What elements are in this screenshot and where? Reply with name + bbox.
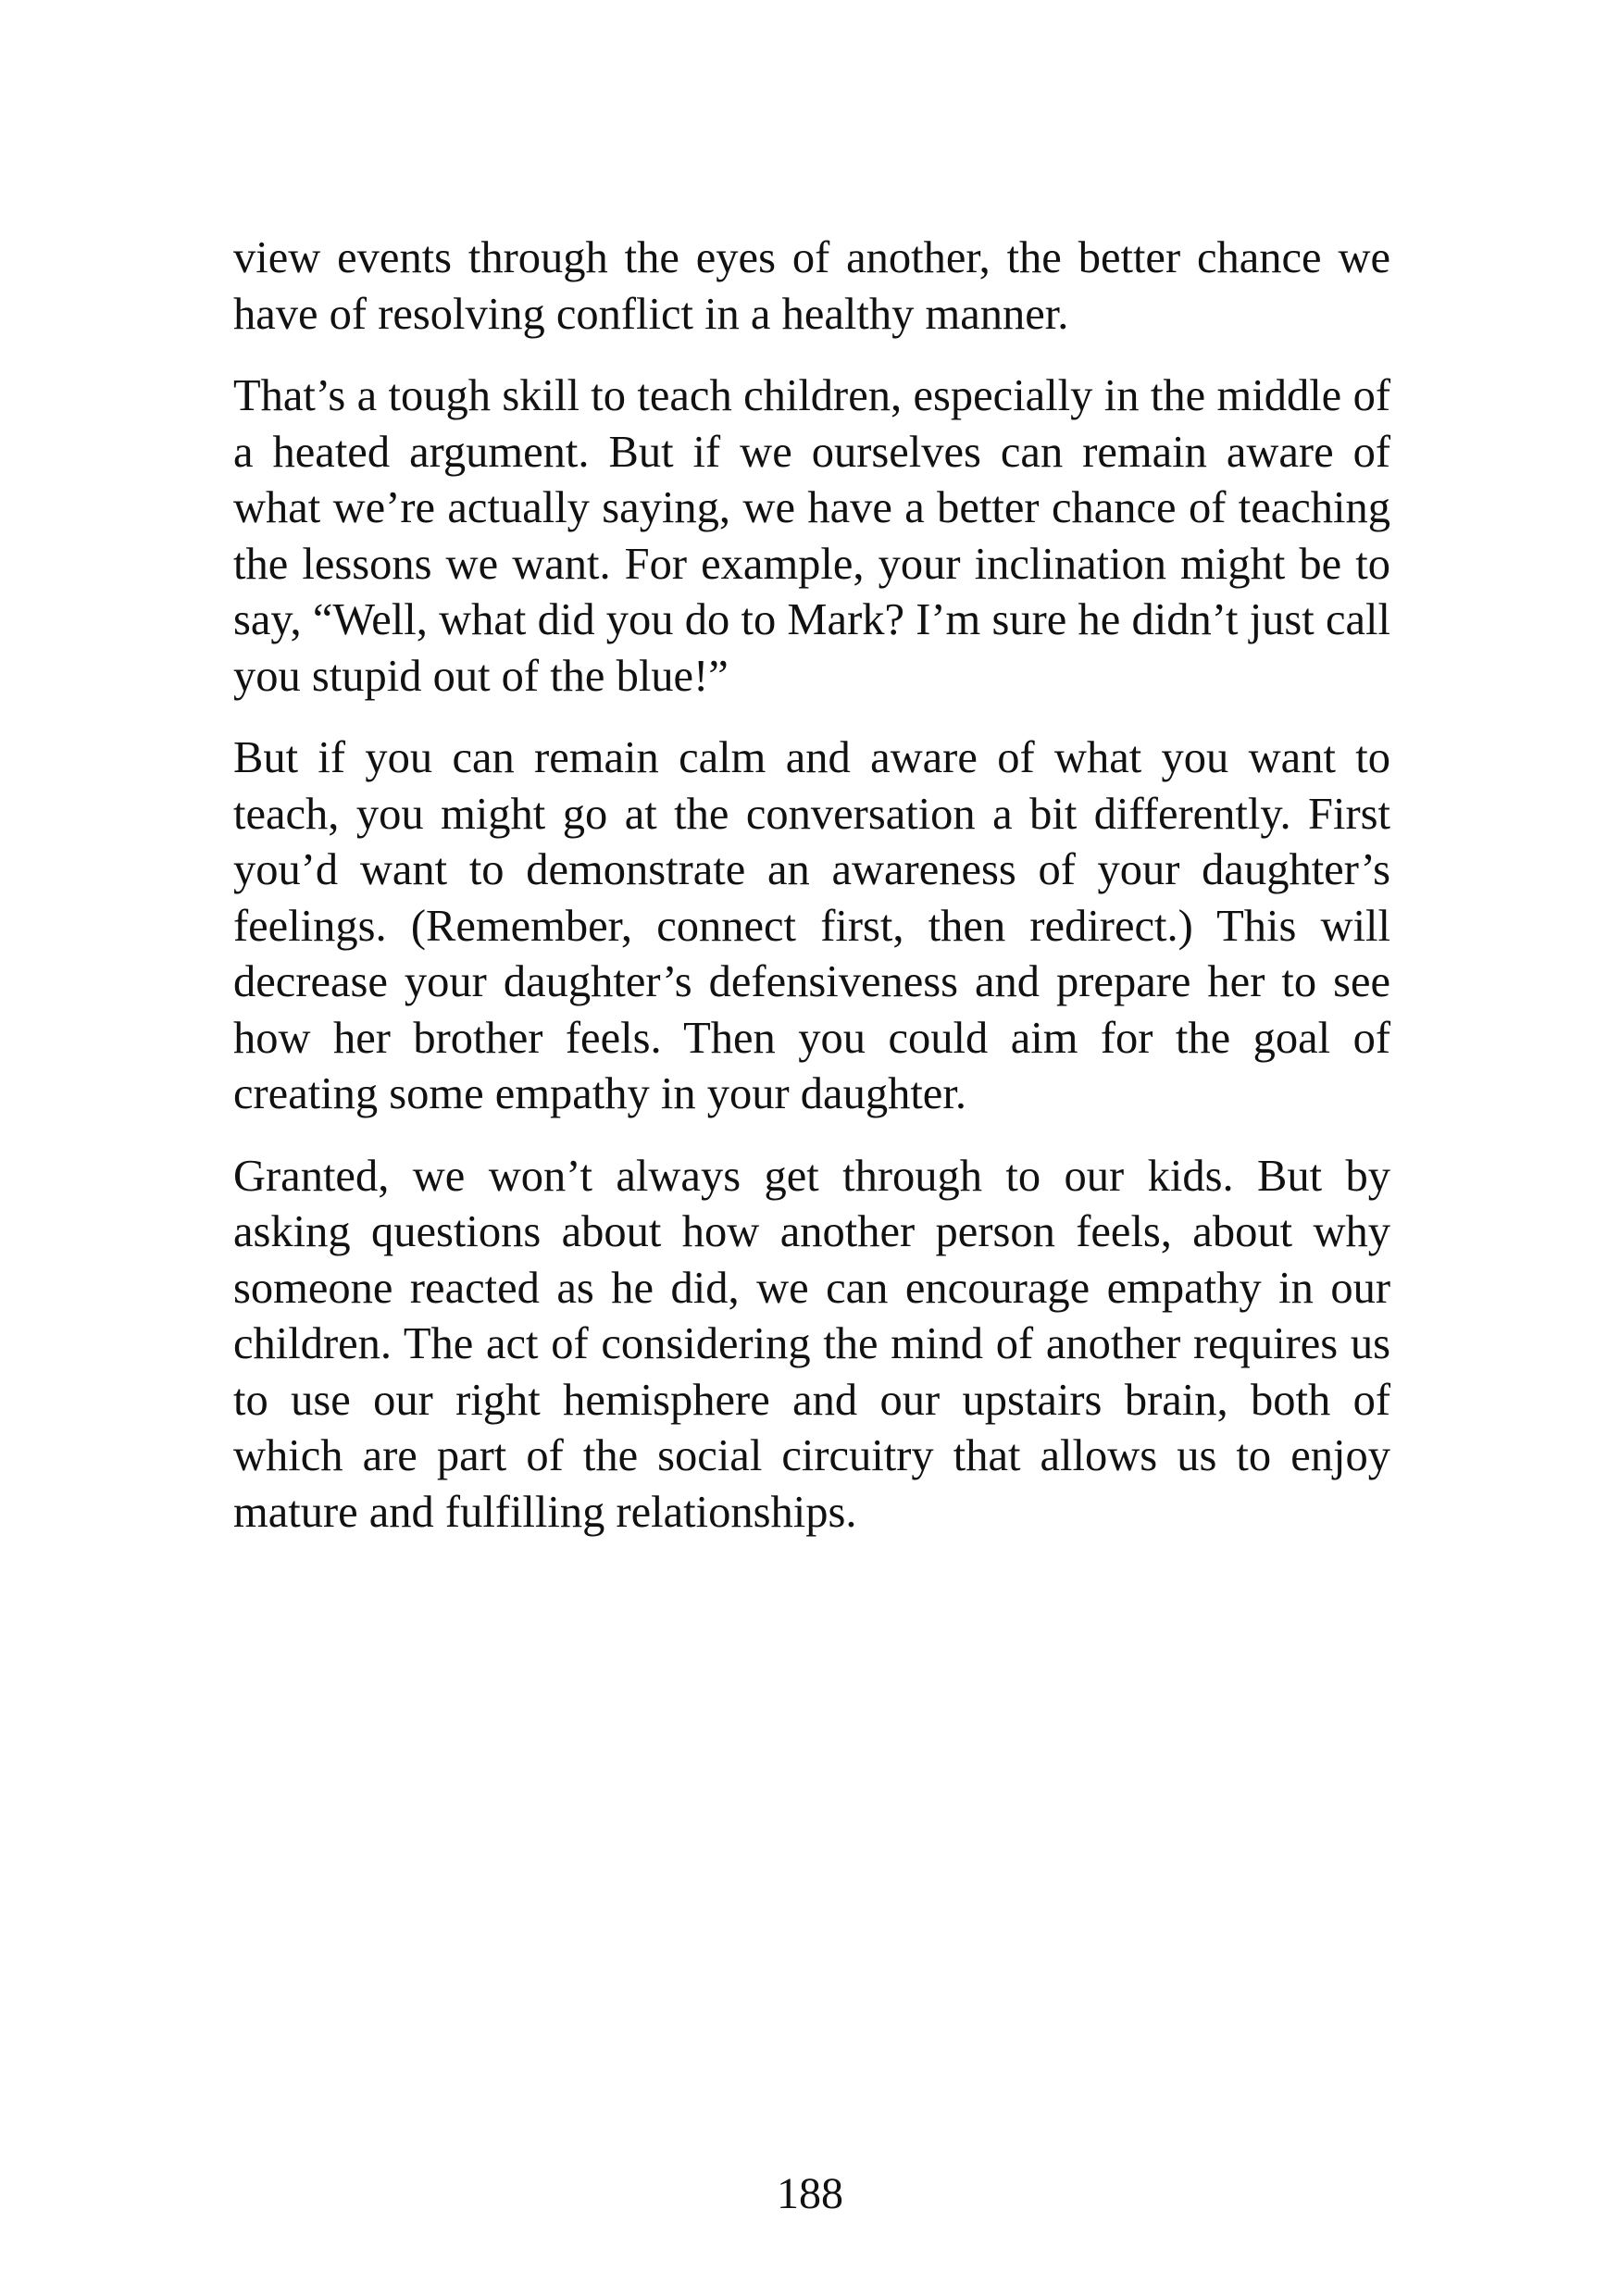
- paragraph-1: view events through the eyes of another, the better chance we have of resolving conflict in a healthy manner.: [233, 233, 1390, 339]
- paragraph-2: That’s a tough skill to teach children, especially in the middle of a heated argument. But if we ourselves can remain aware of what we’re actually saying, we have a better chance of teaching the lessons we want. For example, your inclination might be to say, “Well, what did you do to Mark? I’m sure he didn’t just call you stupid out of the blue!”: [233, 371, 1390, 701]
- body-text: [233, 231, 1390, 1541]
- paragraph-4: Granted, we won’t always get through to our kids. But by asking questions about how another person feels, about why someone reacted as he did, we can encourage empathy in our children. The act of considering the mind of another requires us to use our right hemisphere and our upstairs brain, both of which are part of the social circuitry that allows us to enjoy mature and fulfilling relationships.: [233, 1151, 1390, 1537]
- paragraph-3: But if you can remain calm and aware of what you want to teach, you might go at the conversation a bit differently. First you’d want to demonstrate an awareness of your daughter’s feelings. (Remember, connect first, then redirect.) This will decrease your daughter’s defensiveness and prepare her to see how her brother feels. Then you could aim for the goal of creating some empathy in your daughter.: [233, 733, 1390, 1118]
- page-number: 188: [777, 2169, 843, 2218]
